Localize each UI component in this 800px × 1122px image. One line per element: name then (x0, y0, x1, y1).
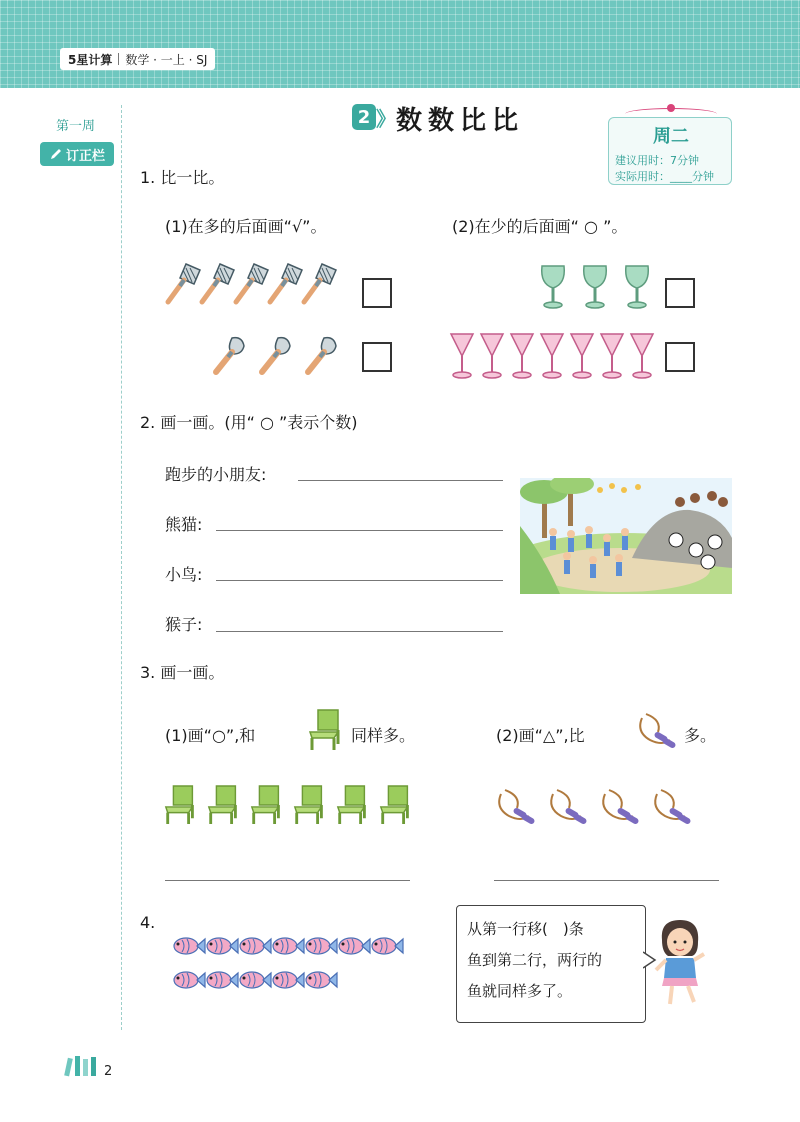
q2-label-runners: 跑步的小朋友: (165, 465, 267, 484)
answer-box-spatulas[interactable] (362, 278, 392, 308)
jump-rope-icon (491, 786, 537, 830)
fish-icon (304, 936, 338, 960)
jump-rope-icon (632, 710, 678, 754)
week-label: 第一周 (56, 119, 96, 134)
pink-glass-icon (449, 332, 475, 384)
spatula-icon (298, 262, 338, 314)
park-scene-illustration (520, 478, 732, 594)
fish-icon (304, 970, 338, 994)
correction-label: 订正栏 (65, 148, 105, 164)
fish-icon (172, 936, 206, 960)
q3-part2-instruction-b: 多。 (684, 726, 717, 745)
chair-icon (306, 708, 346, 756)
answer-line-pandas[interactable] (216, 530, 503, 531)
pink-glass-icon (509, 332, 535, 384)
chair-icon (248, 783, 286, 831)
jump-rope-icon (595, 786, 641, 830)
pin-icon (667, 104, 675, 112)
answer-line-runners[interactable] (298, 480, 503, 481)
answer-box-shovels[interactable] (362, 342, 392, 372)
green-glass-icon (539, 264, 567, 314)
q2-label-pandas: 熊猫: (165, 515, 203, 534)
shovel-icon (300, 334, 340, 382)
q3-title: 3. 画一画。 (140, 663, 225, 682)
chair-icon (334, 783, 372, 831)
q2-label-monkeys: 猴子: (165, 615, 203, 634)
answer-line-circles[interactable] (165, 880, 410, 881)
answer-line-birds[interactable] (216, 580, 503, 581)
answer-box-pink-glasses[interactable] (665, 342, 695, 372)
fish-icon (238, 970, 272, 994)
bubble-line-2: 鱼到第二行，两行的 (467, 951, 603, 969)
fish-icon (205, 970, 239, 994)
chair-icon (205, 783, 243, 831)
green-glass-icon (623, 264, 651, 314)
series-divider (118, 53, 119, 65)
series-name: 5星计算 (68, 52, 113, 67)
lesson-number: 2 (352, 104, 376, 130)
q3-part2-instruction-a: (2)画“△”,比 (496, 726, 585, 745)
margin-divider (121, 105, 122, 1030)
q1-title: 1. 比一比。 (140, 168, 225, 187)
fish-icon (238, 936, 272, 960)
actual-time: 实际用时：____分钟 (615, 170, 714, 183)
q1-part2-instruction: (2)在少的后面画“ ○ ”。 (452, 217, 628, 236)
series-subject: 数学 · 一上 · SJ (125, 52, 208, 67)
fish-icon (337, 936, 371, 960)
correction-tag (40, 142, 114, 166)
q3-part1-instruction-b: 同样多。 (351, 726, 416, 745)
bubble-line-1: 从第一行移( )条 (467, 920, 584, 938)
lesson-arrow-icon: 》 (376, 107, 396, 131)
answer-line-triangles[interactable] (494, 880, 719, 881)
suggested-time: 建议用时：7分钟 (615, 154, 699, 167)
fish-icon (271, 970, 305, 994)
page-number: 2 (104, 1064, 113, 1079)
chair-icon (291, 783, 329, 831)
q3-part1-instruction-a: (1)画“○”,和 (165, 726, 256, 745)
pink-glass-icon (539, 332, 565, 384)
shovel-icon (208, 334, 248, 382)
speech-bubble (456, 905, 646, 1023)
books-icon (64, 1054, 100, 1082)
jump-rope-icon (647, 786, 693, 830)
day-card (608, 117, 732, 185)
bubble-line-3: 鱼就同样多了。 (467, 982, 573, 1000)
fish-icon (271, 936, 305, 960)
fish-icon (172, 970, 206, 994)
chair-icon (162, 783, 200, 831)
shovel-icon (254, 334, 294, 382)
pink-glass-icon (629, 332, 655, 384)
q2-label-birds: 小鸟: (165, 565, 203, 584)
lesson-title: 数数比比 (396, 106, 525, 136)
jump-rope-icon (543, 786, 589, 830)
pink-glass-icon (569, 332, 595, 384)
pink-glass-icon (479, 332, 505, 384)
day-title: 周二 (653, 126, 689, 147)
answer-box-green-glasses[interactable] (665, 278, 695, 308)
fish-icon (370, 936, 404, 960)
series-label (60, 48, 215, 70)
green-glass-icon (581, 264, 609, 314)
q1-part1-instruction: (1)在多的后面画“√”。 (165, 217, 327, 236)
q4-title: 4. (140, 913, 156, 932)
answer-line-monkeys[interactable] (216, 631, 503, 632)
chair-icon (377, 783, 415, 831)
q2-title: 2. 画一画。(用“ ○ ”表示个数) (140, 413, 358, 432)
pencil-icon (49, 147, 63, 161)
pink-glass-icon (599, 332, 625, 384)
girl-illustration (652, 918, 710, 1012)
fish-icon (205, 936, 239, 960)
header-band (0, 0, 800, 88)
